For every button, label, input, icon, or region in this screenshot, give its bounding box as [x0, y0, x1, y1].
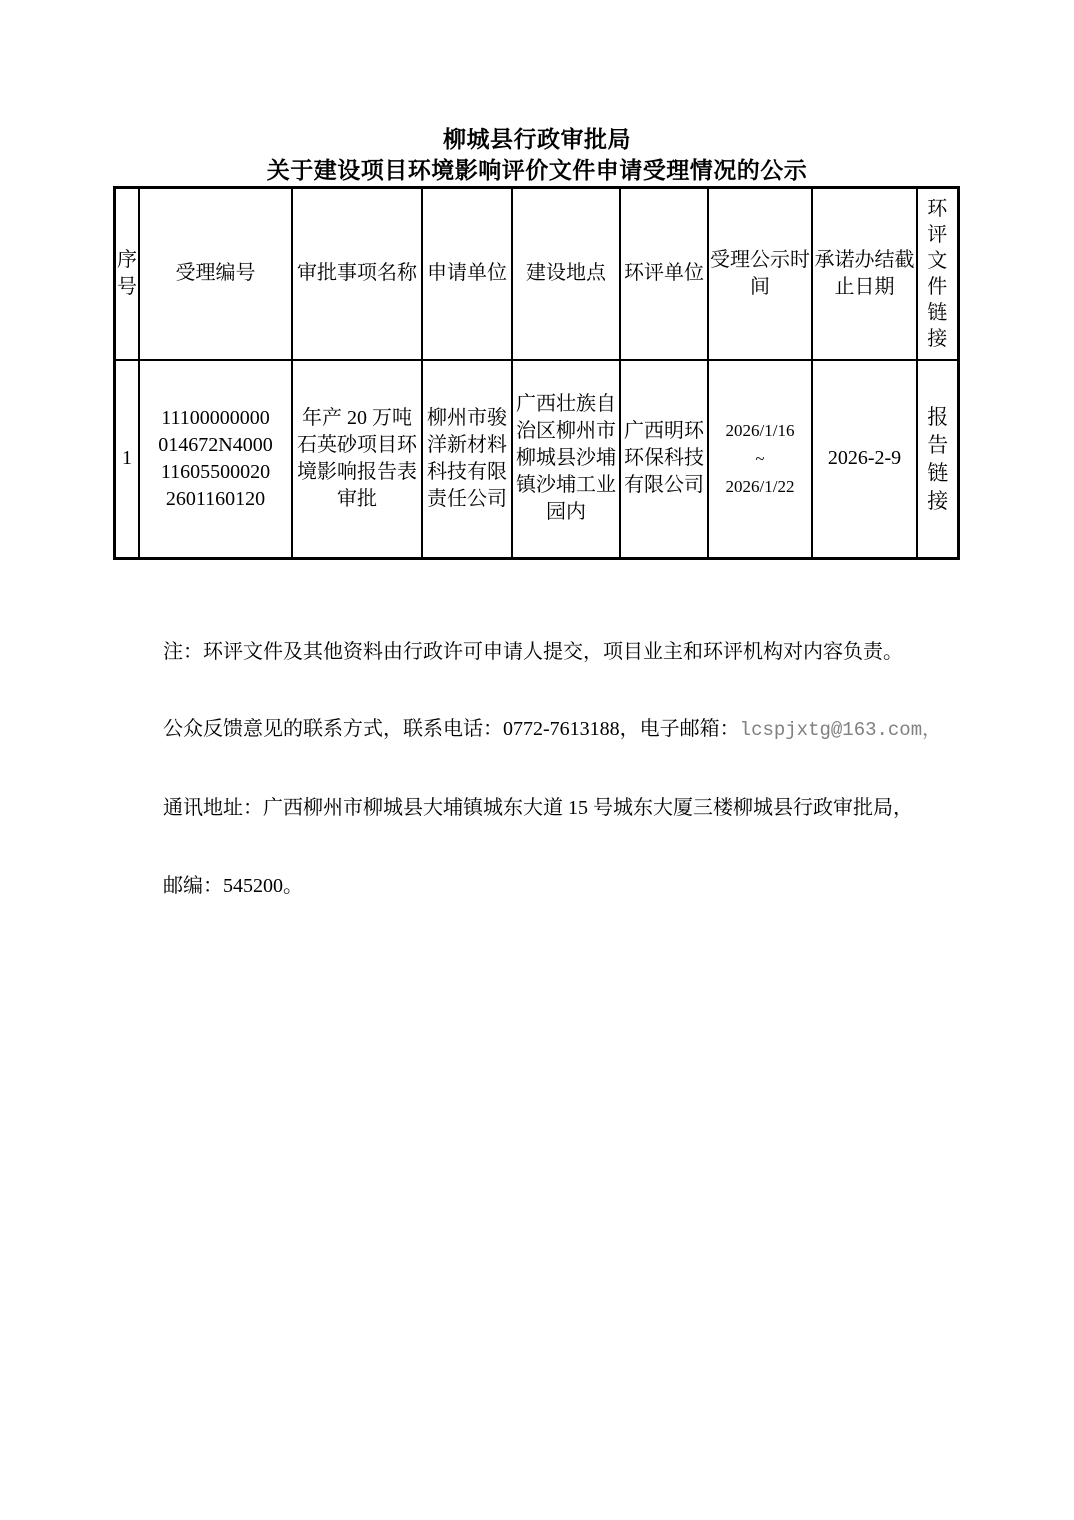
acceptance-no-line: 11605500020 [160, 460, 271, 483]
col-header-approval-item: 审批事项名称 [292, 188, 422, 360]
acceptance-no-line: 014672N4000 [158, 433, 273, 456]
cell-publicity-period [708, 360, 812, 559]
col-header-doc-link [917, 188, 958, 360]
publicity-end-date: 2026/1/22 [725, 476, 795, 496]
col-header-deadline: 承诺办结截止日期 [812, 188, 917, 360]
col-header-index: 序号 [115, 188, 140, 360]
cell-index: 1 [115, 360, 140, 559]
publicity-start-date: 2026/1/16 [725, 420, 795, 440]
eia-acceptance-table [113, 186, 960, 560]
note-contact-text: 公众反馈意见的联系方式，联系电话：0772-7613188，电子邮箱： [163, 718, 740, 740]
cell-eia-agency: 广西明环环保科技有限公司 [620, 360, 708, 559]
cell-acceptance-no [139, 360, 292, 559]
report-link[interactable]: 报告链接 [927, 404, 949, 513]
col-header-acceptance-no: 受理编号 [139, 188, 292, 360]
col-header-publicity-period: 受理公示时间 [708, 188, 812, 360]
note-contact [163, 717, 953, 742]
cell-applicant: 柳州市骏洋新材料科技有限责任公司 [422, 360, 512, 559]
col-header-location: 建设地点 [512, 188, 620, 360]
cell-approval-item: 年产 20 万吨石英砂项目环境影响报告表审批 [292, 360, 422, 559]
cell-doc-link [917, 360, 958, 559]
col-header-eia-agency: 环评单位 [620, 188, 708, 360]
note-mailing-address: 通讯地址：广西柳州市柳城县大埔镇城东大道 15 号城东大厦三楼柳城县行政审批局， [163, 797, 913, 819]
table-row [115, 360, 959, 559]
document-title-agency: 柳城县行政审批局 [443, 126, 631, 152]
document-title-subject: 关于建设项目环境影响评价文件申请受理情况的公示 [266, 157, 808, 183]
note-disclaimer: 注：环评文件及其他资料由行政许可申请人提交，项目业主和环评机构对内容负责。 [163, 641, 903, 663]
col-header-applicant: 申请单位 [422, 188, 512, 360]
cell-location: 广西壮族自治区柳州市柳城县沙埔镇沙埔工业园内 [512, 360, 620, 559]
note-postal-code: 邮编：545200。 [163, 875, 303, 897]
note-contact-trailing-comma: ， [922, 719, 942, 741]
table-header-row [115, 188, 959, 360]
email-link[interactable]: lcspjxtg@163.com [739, 719, 923, 741]
acceptance-no-line: 11100000000 [161, 406, 270, 429]
publicity-range-separator: ~ [755, 448, 765, 468]
cell-deadline: 2026-2-9 [812, 360, 917, 559]
acceptance-no-line: 2601160120 [165, 487, 266, 510]
col-header-doc-link-label: 环评文件链接 [927, 197, 948, 350]
